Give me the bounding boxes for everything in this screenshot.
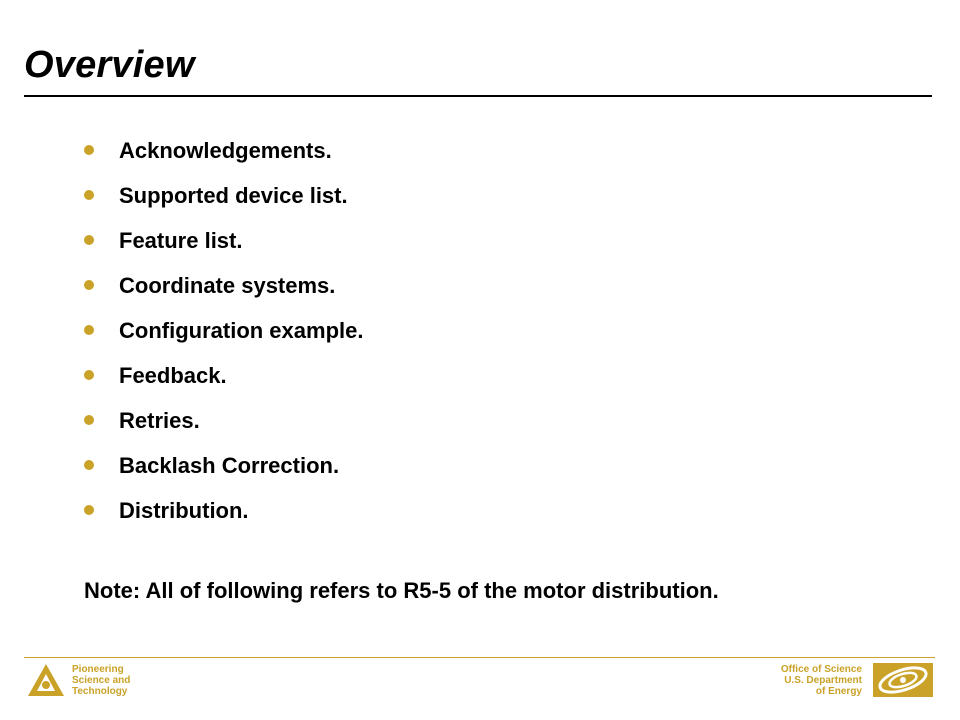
bullet-dot-icon	[84, 325, 94, 335]
bullet-item	[84, 308, 363, 353]
bullet-text: Supported device list.	[119, 182, 348, 208]
bullet-dot-icon	[84, 190, 94, 200]
bullet-item	[84, 173, 363, 218]
footer-right-line: Office of Science	[780, 664, 862, 675]
bullet-text: Backlash Correction.	[119, 452, 340, 478]
footer-right-line: U.S. Department	[784, 675, 862, 686]
bullet-dot-icon	[84, 415, 94, 425]
bullet-item	[84, 443, 363, 488]
bullet-item	[84, 398, 363, 443]
bullet-text: Acknowledgements.	[119, 137, 332, 163]
bullet-text: Distribution.	[119, 497, 249, 523]
bullet-dot-icon	[84, 505, 94, 515]
slide-title: Overview	[24, 44, 195, 86]
bullet-item	[84, 263, 363, 308]
bullet-dot-icon	[84, 370, 94, 380]
bullet-item	[84, 353, 363, 398]
footer-left-line: Science and	[72, 675, 131, 686]
title-underline	[24, 95, 932, 97]
bullet-dot-icon	[84, 280, 94, 290]
footer-right-line: of Energy	[815, 686, 862, 697]
bullet-item	[84, 488, 363, 533]
bullet-item	[84, 128, 363, 173]
bullet-text: Coordinate systems.	[119, 272, 336, 298]
slide-note: Note: All of following refers to R5-5 of the motor distribution.	[84, 578, 719, 603]
bullet-dot-icon	[84, 145, 94, 155]
footer-right-tagline	[781, 664, 862, 697]
bullet-item	[84, 218, 363, 263]
argonne-triangle-logo-icon	[26, 662, 66, 698]
bullet-text: Configuration example.	[119, 317, 364, 343]
bullet-list	[84, 128, 363, 533]
footer-left-line: Pioneering	[72, 664, 124, 675]
bullet-text: Feature list.	[119, 227, 243, 253]
bullet-text: Feedback.	[119, 362, 227, 388]
bullet-text: Retries.	[119, 407, 200, 433]
bullet-dot-icon	[84, 460, 94, 470]
footer-divider	[24, 657, 935, 658]
footer-left-tagline	[72, 664, 130, 697]
footer-left-line: Technology	[72, 686, 128, 697]
bullet-dot-icon	[84, 235, 94, 245]
doe-office-of-science-logo-icon	[872, 662, 934, 698]
